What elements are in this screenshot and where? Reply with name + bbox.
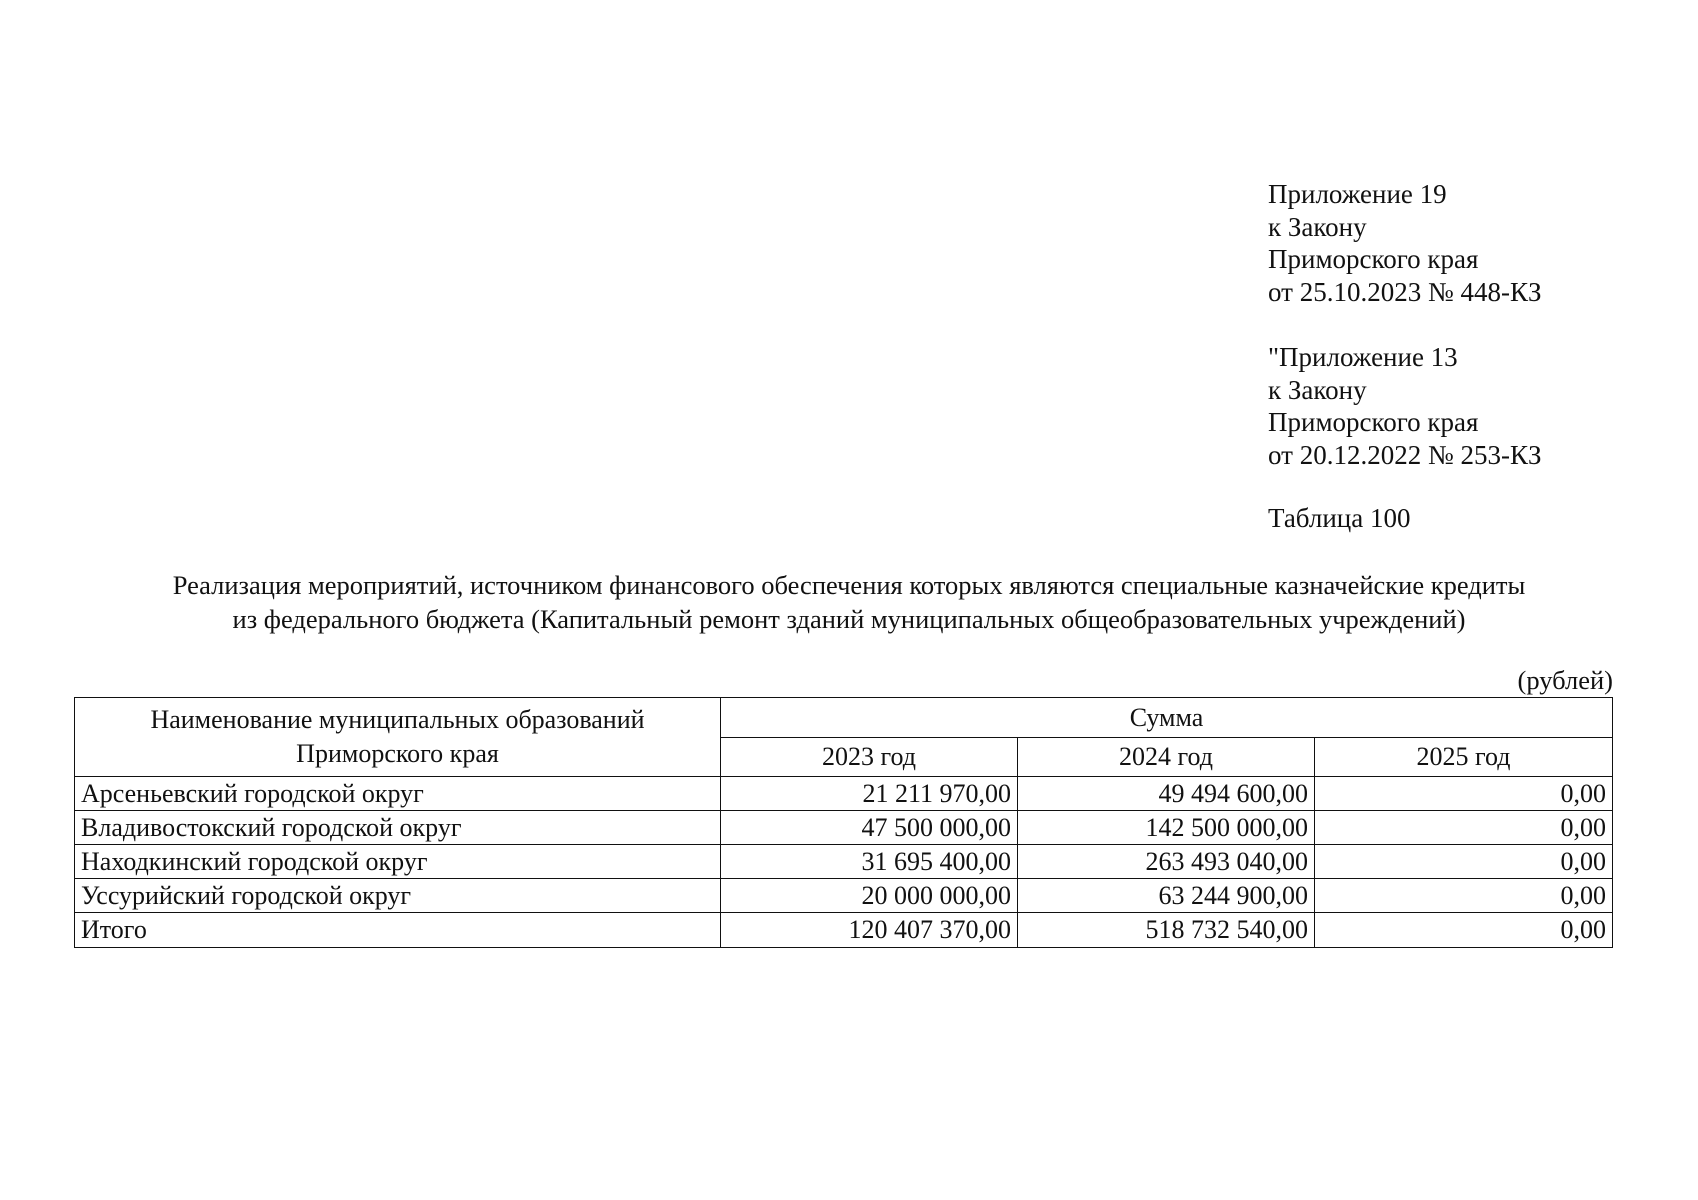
amount-2025: 0,00 [1315,777,1613,811]
appendix-13-line: к Закону [1268,374,1367,405]
document-title [60,568,1638,636]
municipality-column-header [75,698,721,777]
appendix-19-line: от 25.10.2023 № 448-КЗ [1268,276,1542,307]
document-title-line: из федерального бюджета (Капитальный ремонт зданий муниципальных общеобразовательных учреждений) [232,604,1466,634]
year-header-2025: 2025 год [1315,738,1613,777]
amount-2025: 0,00 [1315,879,1613,913]
table-header-row [75,698,1613,738]
appendix-19-line: к Закону [1268,211,1367,242]
table-row [75,777,1613,811]
municipality-name: Находкинский городской округ [75,845,721,879]
amount-2024: 63 244 900,00 [1018,879,1315,913]
amount-2023: 21 211 970,00 [721,777,1018,811]
appendix-13-line: Приморского края [1268,407,1479,437]
appendix-13-line: "Приложение 13 [1268,342,1458,372]
amount-2025: 0,00 [1315,845,1613,879]
document-title-line: Реализация мероприятий, источником финансового обеспечения которых являются специальные казначейские кредиты [172,570,1526,600]
municipality-header-line: Приморского края [296,739,499,768]
table-row [75,845,1613,879]
amount-2025: 0,00 [1315,811,1613,845]
table-row [75,879,1613,913]
appendix-13-reference [1268,341,1541,471]
municipality-name: Владивостокский городской округ [75,811,721,845]
year-header-2023: 2023 год [721,738,1018,777]
appendix-13-line: от 20.12.2022 № 253-КЗ [1268,439,1542,470]
total-row [75,913,1613,948]
municipality-header-line: Наименование муниципальных образований [150,705,645,734]
sum-column-header: Сумма [721,698,1613,738]
year-header-2024: 2024 год [1018,738,1315,777]
table-row [75,811,1613,845]
amount-2024: 263 493 040,00 [1018,845,1315,879]
municipality-name: Уссурийский городской округ [75,879,721,913]
amount-2023: 47 500 000,00 [721,811,1018,845]
units-label: (рублей) [1517,665,1613,695]
amount-2023: 31 695 400,00 [721,845,1018,879]
amount-2024: 49 494 600,00 [1018,777,1315,811]
appendix-19-reference [1268,178,1541,308]
table-number: Таблица 100 [1268,503,1411,533]
amount-2023: 20 000 000,00 [721,879,1018,913]
budget-table [74,697,1613,948]
total-label: Итого [75,913,721,948]
appendix-19-line: Приложение 19 [1268,179,1447,209]
total-2025: 0,00 [1315,913,1613,948]
municipality-name: Арсеньевский городской округ [75,777,721,811]
appendix-19-line: Приморского края [1268,244,1479,274]
total-2024: 518 732 540,00 [1018,913,1315,948]
total-2023: 120 407 370,00 [721,913,1018,948]
amount-2024: 142 500 000,00 [1018,811,1315,845]
